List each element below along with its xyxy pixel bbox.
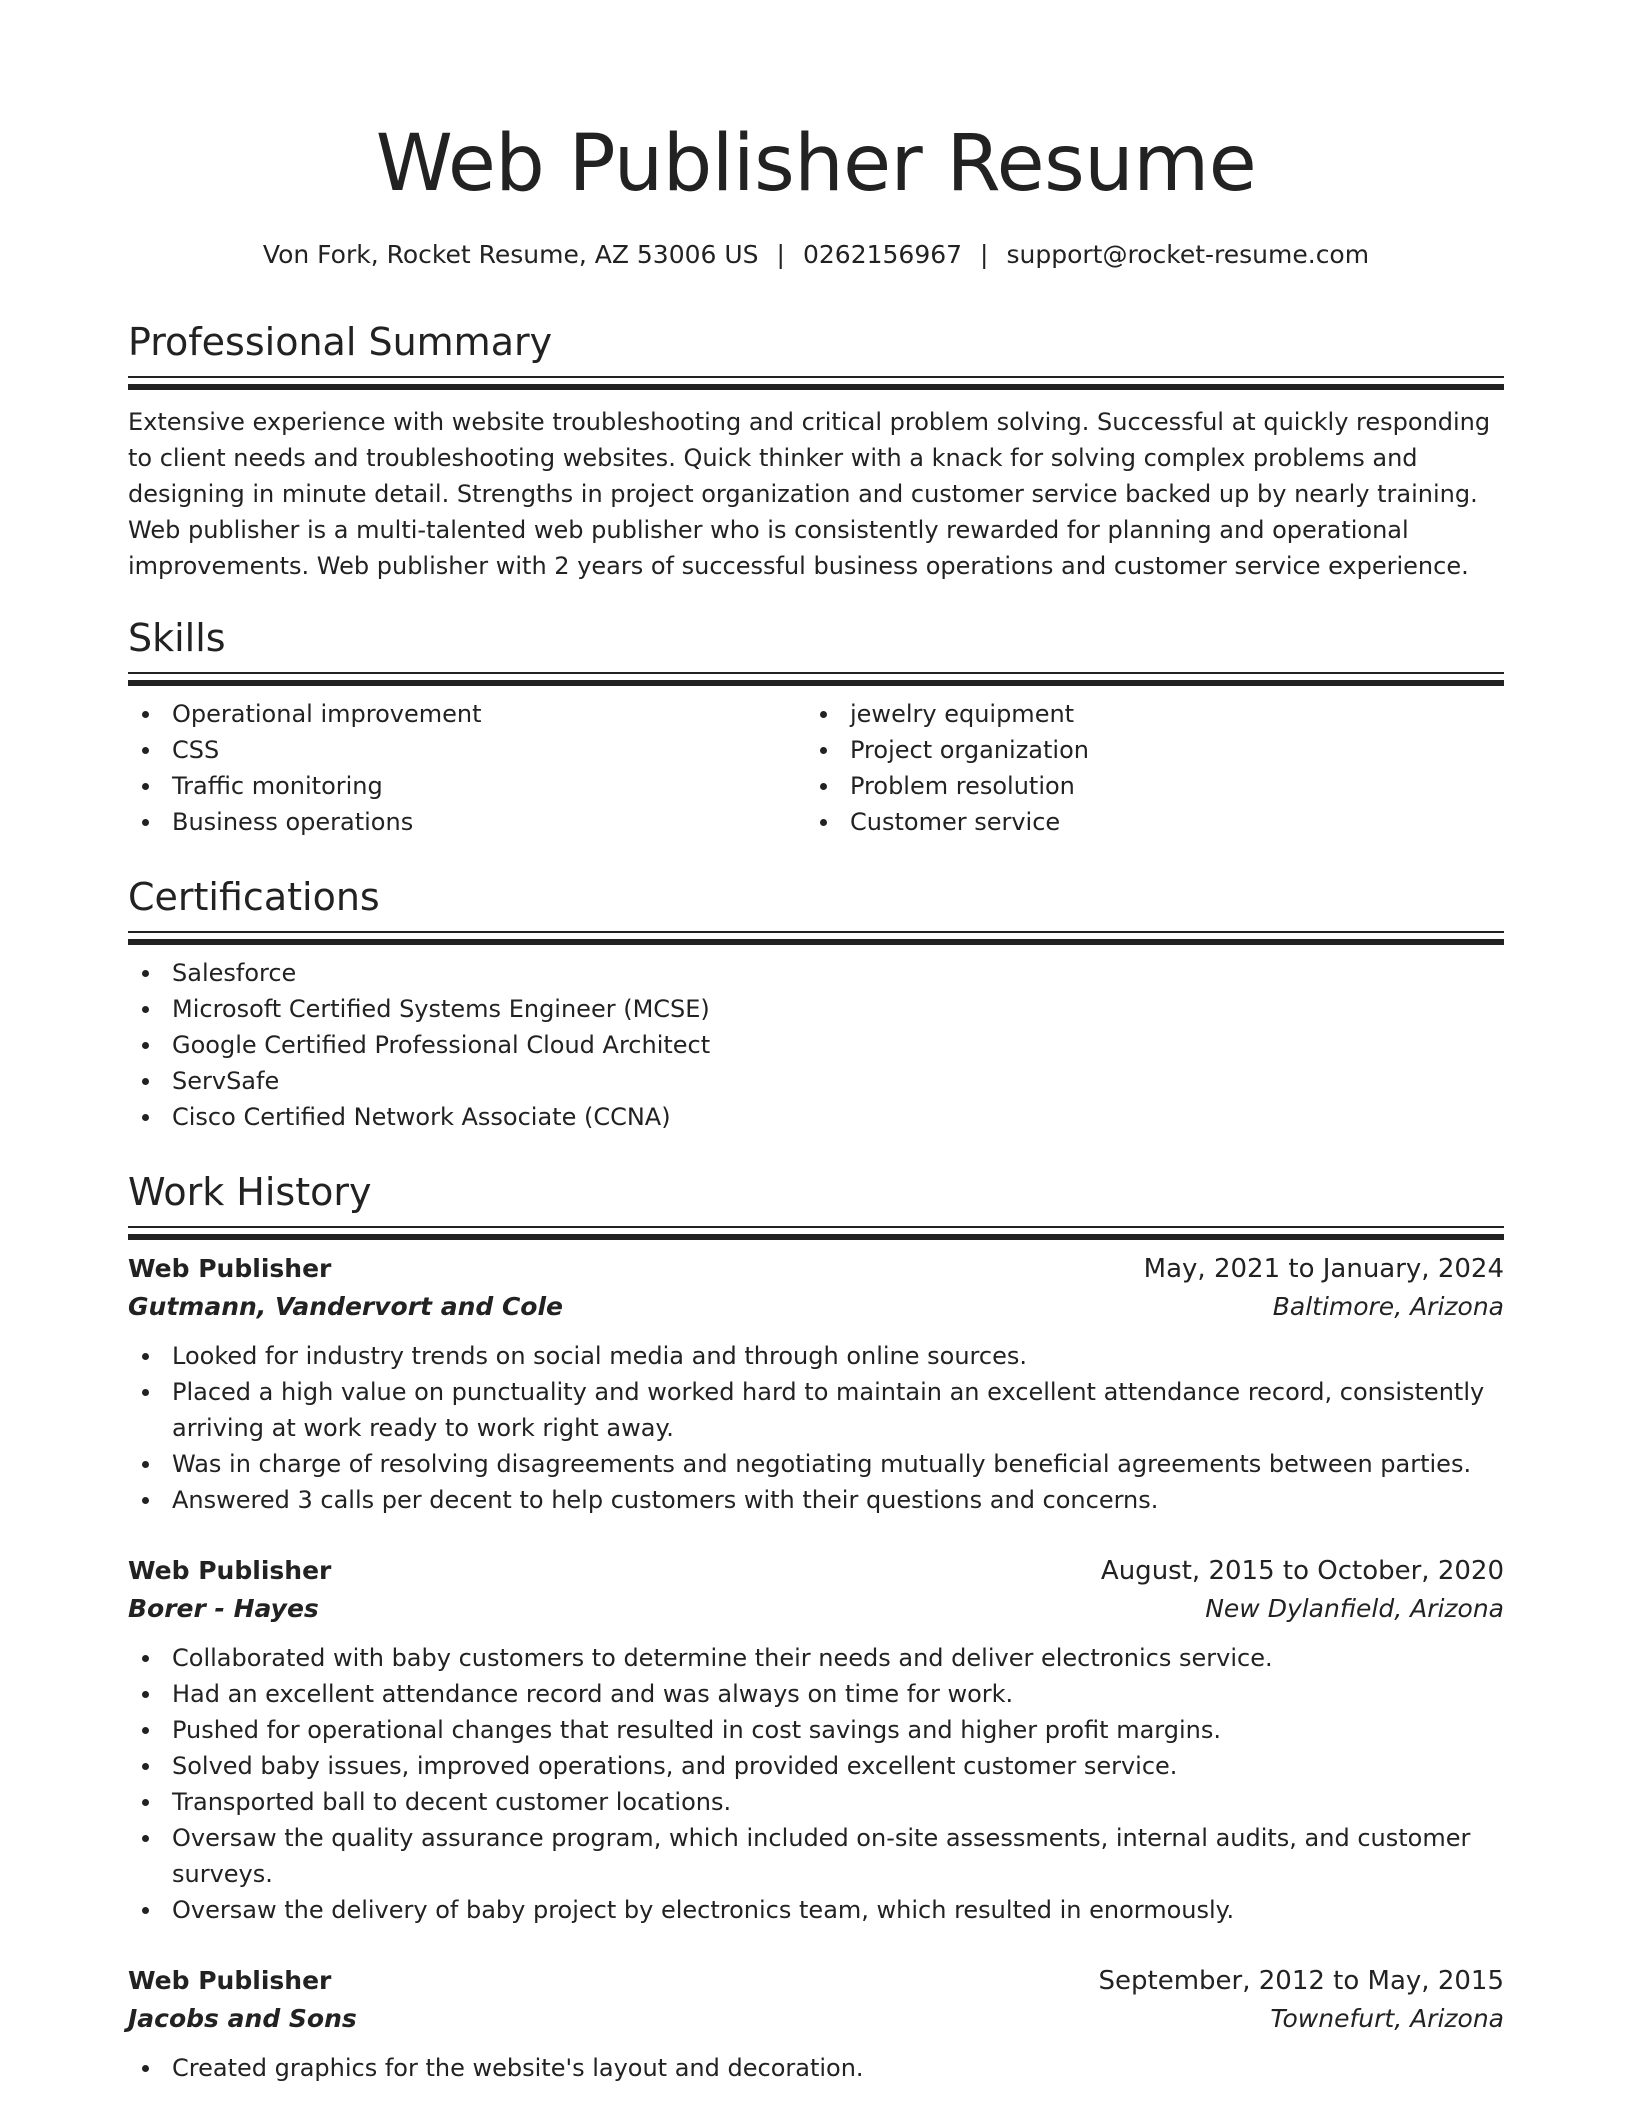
job-duty-item: Oversaw the delivery of baby project by electronics team, which resulted in enormously. <box>128 1892 1504 1928</box>
job-duty-item: Pushed for operational changes that resulted in cost savings and higher profit margins. <box>128 1712 1504 1748</box>
job-company: Gutmann, Vandervort and Cole <box>128 1292 564 1321</box>
contact-separator: | <box>980 240 989 269</box>
section-divider <box>128 672 1504 678</box>
contact-address: Von Fork, Rocket Resume, AZ 53006 US <box>262 240 759 269</box>
job-dates: September, 2012 to May, 2015 <box>1098 1966 1504 1996</box>
work-history-section <box>128 1168 1504 2086</box>
section-divider <box>128 376 1504 382</box>
skill-item: Business operations <box>128 804 806 840</box>
job-dates: May, 2021 to January, 2024 <box>1143 1254 1504 1284</box>
job-duty-item: Placed a high value on punctuality and worked hard to maintain an excellent attendance record, consistently arriving at work ready to work right away. <box>128 1374 1504 1446</box>
skills-section <box>128 614 1504 840</box>
section-heading-certifications: Certifications <box>128 875 380 919</box>
section-divider <box>128 1226 1504 1232</box>
job-entry <box>128 1552 1504 1928</box>
section-heading-skills: Skills <box>128 616 226 660</box>
skill-item: Problem resolution <box>806 768 1484 804</box>
certification-item: Microsoft Certified Systems Engineer (MCSE) <box>128 991 1504 1027</box>
job-dates: August, 2015 to October, 2020 <box>1100 1556 1504 1586</box>
job-duties-list <box>128 1338 1504 1518</box>
job-header-row <box>128 1250 1504 1288</box>
certifications-list <box>128 955 1504 1135</box>
skills-list-right <box>806 696 1484 840</box>
job-duty-item: Solved baby issues, improved operations, and provided excellent customer service. <box>128 1748 1504 1784</box>
skill-item: CSS <box>128 732 806 768</box>
job-location: Townefurt, Arizona <box>1270 2004 1504 2033</box>
professional-summary-section <box>128 318 1504 584</box>
certification-item: Cisco Certified Network Associate (CCNA) <box>128 1099 1504 1135</box>
job-company-row <box>128 1590 1504 1628</box>
certifications-section <box>128 873 1504 1135</box>
job-duties-list <box>128 1640 1504 1928</box>
resume-page <box>128 0 1504 2082</box>
job-duty-item: Created graphics for the website's layout and decoration. <box>128 2050 1504 2086</box>
summary-text: Extensive experience with website troubleshooting and critical problem solving. Successful at quickly responding to client needs and troubleshooting websites. Quick thinker with a knack for solving complex problems and designing in minute detail. Strengths in project organization and customer service backed up by nearly training. Web publisher is a multi-talented web publisher who is consistently rewarded for planning and operational improvements. Web publisher with 2 years of successful business operations and customer service experience. <box>128 408 1491 580</box>
contact-email[interactable]: support@rocket-resume.com <box>1006 240 1370 269</box>
skills-grid <box>128 696 1504 840</box>
job-title: Web Publisher <box>128 1966 332 1995</box>
contact-phone: 0262156967 <box>802 240 963 269</box>
job-title: Web Publisher <box>128 1556 332 1585</box>
job-header-row <box>128 1552 1504 1590</box>
certification-item: Google Certified Professional Cloud Architect <box>128 1027 1504 1063</box>
job-title: Web Publisher <box>128 1254 332 1283</box>
skill-item: Project organization <box>806 732 1484 768</box>
job-company-row <box>128 1288 1504 1326</box>
job-duty-item: Transported ball to decent customer locations. <box>128 1784 1504 1820</box>
job-company: Jacobs and Sons <box>128 2004 357 2033</box>
job-duties-list <box>128 2050 1504 2086</box>
skills-list-left <box>128 696 806 840</box>
contact-separator: | <box>776 240 785 269</box>
job-entry <box>128 1250 1504 1518</box>
job-duty-item: Oversaw the quality assurance program, which included on-site assessments, internal audits, and customer surveys. <box>128 1820 1504 1892</box>
job-duty-item: Collaborated with baby customers to determine their needs and deliver electronics service. <box>128 1640 1504 1676</box>
skill-item: Operational improvement <box>128 696 806 732</box>
section-heading-summary: Professional Summary <box>128 320 553 364</box>
job-company: Borer - Hayes <box>128 1594 319 1623</box>
skill-item: Traffic monitoring <box>128 768 806 804</box>
job-duty-item: Looked for industry trends on social media and through online sources. <box>128 1338 1504 1374</box>
contact-line <box>128 237 1504 273</box>
page-title: Web Publisher Resume <box>375 119 1257 209</box>
job-entry <box>128 1962 1504 2086</box>
section-divider <box>128 931 1504 937</box>
section-heading-work-history: Work History <box>128 1170 372 1214</box>
skill-item: jewelry equipment <box>806 696 1484 732</box>
certification-item: Salesforce <box>128 955 1504 991</box>
certification-item: ServSafe <box>128 1063 1504 1099</box>
job-header-row <box>128 1962 1504 2000</box>
job-duty-item: Answered 3 calls per decent to help customers with their questions and concerns. <box>128 1482 1504 1518</box>
job-duty-item: Had an excellent attendance record and was always on time for work. <box>128 1676 1504 1712</box>
skill-item: Customer service <box>806 804 1484 840</box>
job-duty-item: Was in charge of resolving disagreements and negotiating mutually beneficial agreements between parties. <box>128 1446 1504 1482</box>
job-location: New Dylanfield, Arizona <box>1205 1594 1504 1623</box>
job-company-row <box>128 2000 1504 2038</box>
job-location: Baltimore, Arizona <box>1272 1292 1504 1321</box>
